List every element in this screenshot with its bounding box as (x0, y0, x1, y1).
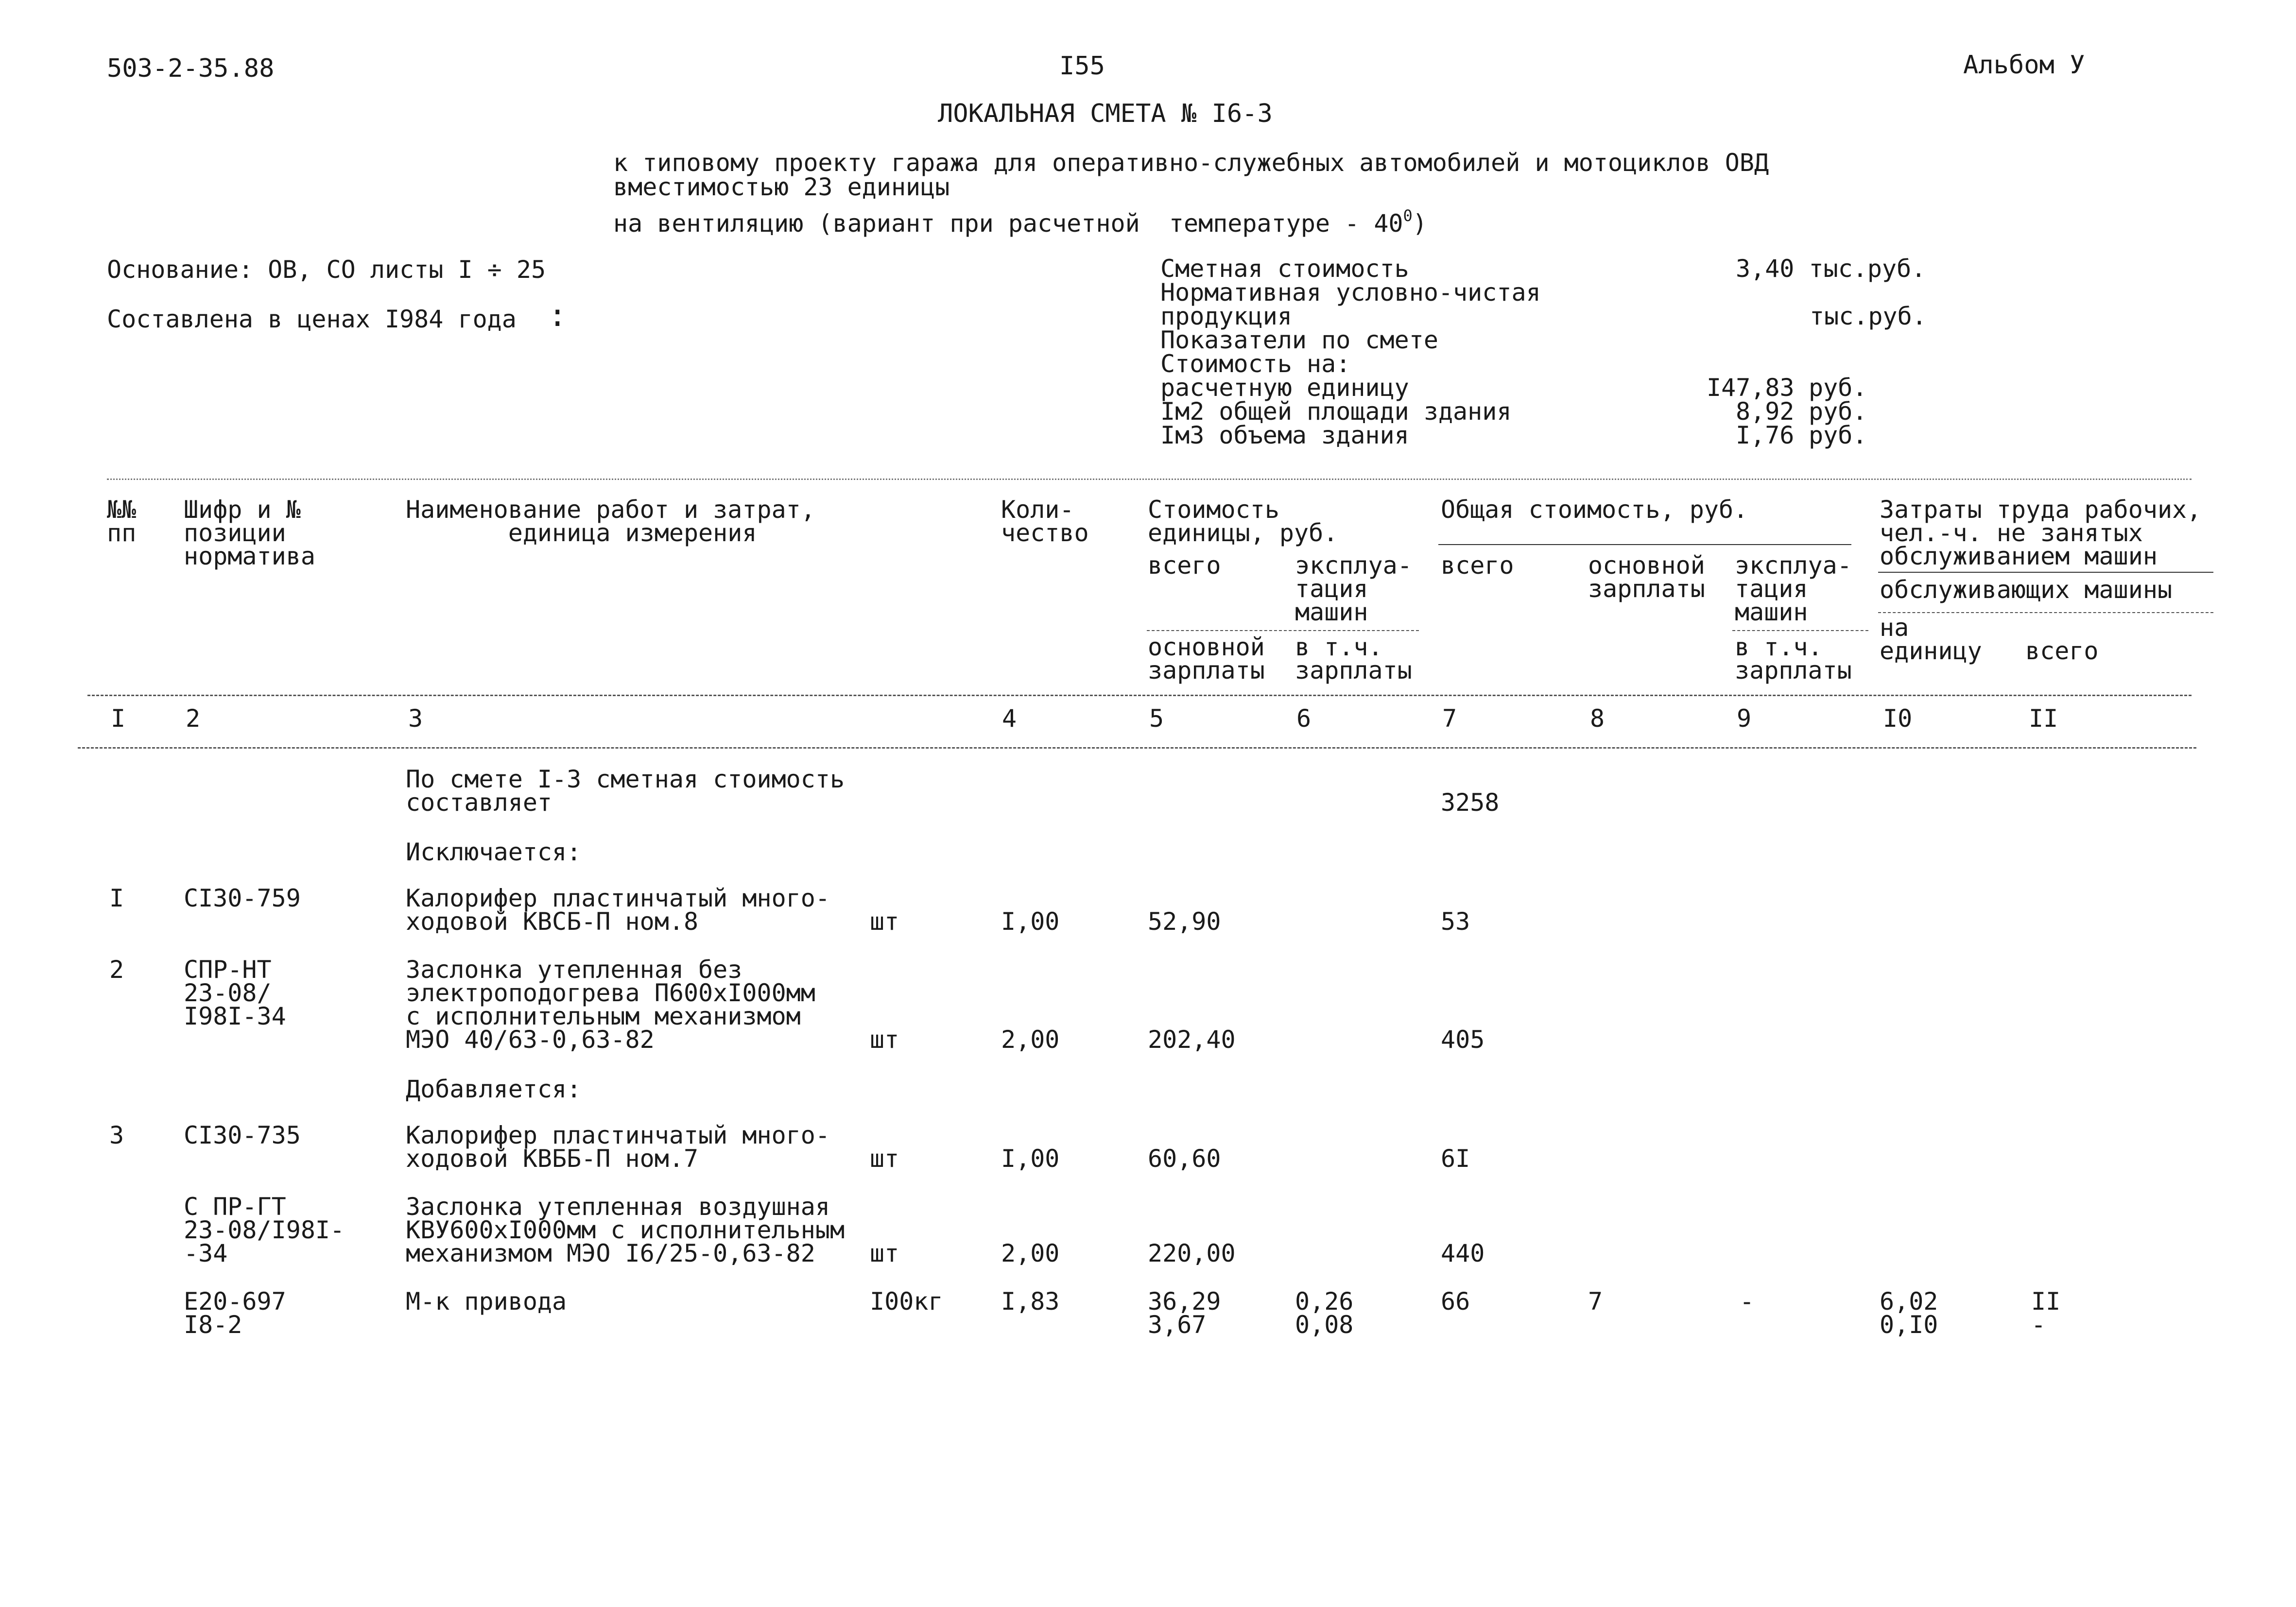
basis-foundation: Основание: ОВ, СО листы I ÷ 25 (107, 256, 546, 284)
labor-group-rule (1878, 572, 2213, 573)
column-number: 4 (1002, 704, 1017, 733)
col-header-labor-machines: обслуживающих машины (1880, 576, 2173, 604)
degree-mark: 0 (1403, 206, 1413, 225)
col-header-unit-cost: Стоимость единицы, руб. (1148, 496, 1338, 547)
per-m3-value: I,76 (1736, 421, 1795, 449)
row-unit: I00кг (870, 1287, 943, 1316)
column-numbers-rule (78, 747, 2196, 749)
colon-mark: : (548, 298, 567, 334)
subtitle-line-3: на вентиляцию (вариант при расчетной температуре - $40^0$) (613, 206, 1427, 238)
row-quantity: I,00 (1001, 1145, 1060, 1173)
summary-line: Iм3 объема здания (1160, 421, 1409, 449)
col-header-labor-total: всего (2025, 637, 2099, 665)
col-header-labor-per-unit: на единицу (1880, 614, 1982, 665)
row-total: 3258 (1441, 788, 1500, 817)
col-header-machine-wage: в т.ч. зарплаты (1735, 633, 1852, 684)
column-number: 3 (408, 704, 423, 733)
col-header-total-cost: Общая стоимость, руб. (1441, 496, 1748, 524)
machine-split-rule (1732, 630, 1868, 631)
col-header-unit-machine-wage: в т.ч. зарплаты (1295, 633, 1412, 684)
album-label: Альбом У (1963, 51, 2085, 80)
row-total: 66 (1441, 1287, 1470, 1316)
row-total: 440 (1441, 1239, 1485, 1267)
document-code: 503-2-35.88 (107, 54, 275, 83)
row-unit: шт (870, 1239, 899, 1267)
row-total: 53 (1441, 907, 1470, 936)
row-number: 3 (109, 1121, 124, 1149)
summary-line: Сметная стоимость (1160, 255, 1409, 283)
row-unit: шт (870, 907, 899, 936)
row-name: Калорифер пластинчатый много- ходовой КВББ-П ном.7 (406, 1121, 830, 1173)
estimated-cost-value: 3,40 тыс.руб. (1736, 255, 1926, 283)
column-number: 7 (1442, 704, 1457, 733)
row-name: По смете I-3 сметная стоимость составляет (406, 765, 845, 817)
row-labor-total: II - (2031, 1287, 2061, 1339)
col-header-unit-base-wage: основной зарплаты (1148, 633, 1265, 684)
row-unit-total: 202,40 (1148, 1026, 1236, 1054)
column-number: I (111, 704, 126, 733)
row-quantity: 2,00 (1001, 1239, 1060, 1267)
col-header-unit-total: всего (1148, 551, 1221, 580)
rub-label: руб. (1809, 421, 1867, 449)
summary-line: Нормативная условно-чистая (1160, 278, 1541, 307)
col-header-labor: Затраты труда рабочих, чел.-ч. не занятых обслуживанием машин (1880, 496, 2202, 570)
row-code: Е20-697 I8-2 (184, 1287, 286, 1339)
col-header-code: Шифр и № позиции норматива (184, 496, 315, 570)
row-quantity: I,00 (1001, 907, 1060, 936)
net-product-unit: тыс.руб. (1810, 302, 1927, 330)
col-header-unit-machines: эксплуа- тация машин (1295, 551, 1412, 626)
summary-line: продукция (1160, 302, 1292, 330)
per-m2-value: 8,92 (1736, 397, 1795, 426)
summary-line: Стоимость на: (1160, 350, 1351, 378)
col-header-base-wage: основной зарплаты (1588, 551, 1705, 603)
summary-line: расчетную единицу (1160, 374, 1409, 402)
row-name: Калорифер пластинчатый много- ходовой КВСБ-П ном.8 (406, 884, 830, 936)
row-total: 405 (1441, 1026, 1485, 1054)
unit-cost-split-rule (1147, 630, 1419, 631)
row-machines: - (1740, 1287, 1755, 1316)
row-quantity: 2,00 (1001, 1026, 1060, 1054)
row-unit-total: 60,60 (1148, 1145, 1221, 1173)
row-labor-per-unit: 6,02 0,I0 (1880, 1287, 1938, 1339)
page-title: ЛОКАЛЬНАЯ СМЕТА № I6-3 (938, 99, 1273, 128)
row-unit-total: 36,29 3,67 (1148, 1287, 1221, 1339)
col-header-total: всего (1441, 551, 1514, 580)
summary-line: Iм2 общей площади здания (1160, 397, 1512, 426)
page-number: I55 (1059, 51, 1105, 81)
row-name: М-к привода (406, 1287, 567, 1316)
row-unit-total: 220,00 (1148, 1239, 1236, 1267)
summary-line: Показатели по смете (1160, 326, 1438, 354)
row-unit-machines: 0,26 0,08 (1295, 1287, 1354, 1339)
column-number: I0 (1883, 704, 1913, 733)
row-quantity: I,83 (1001, 1287, 1060, 1316)
basis-prices: Составлена в ценах I984 года (107, 305, 517, 333)
subtitle-line-2: вместимостью 23 единицы (613, 173, 950, 201)
row-number: I (109, 884, 124, 912)
labor-subgroup-rule (1878, 612, 2213, 613)
rub-label: руб. (1809, 397, 1867, 426)
row-number: 2 (109, 956, 124, 984)
column-number: II (2029, 704, 2058, 733)
row-code: СПР-НТ 23-08/ I98I-34 (184, 956, 286, 1030)
column-number: 2 (186, 704, 201, 733)
section-label-added: Добавляется: (406, 1075, 582, 1103)
section-label-excluded: Исключается: (406, 838, 582, 866)
row-base-wage: 7 (1588, 1287, 1603, 1316)
row-total: 6I (1441, 1145, 1470, 1173)
row-unit: шт (870, 1145, 899, 1173)
table-top-rule (107, 479, 2192, 480)
rub-label: руб. (1809, 374, 1867, 402)
column-number: 9 (1737, 704, 1752, 733)
subtitle-line-1: к типовому проекту гаража для оперативно-служебных автомобилей и мотоциклов ОВД (613, 149, 1769, 177)
row-code: С ПР-ГТ 23-08/I98I- -34 (184, 1193, 345, 1267)
row-code: СI30-759 (184, 884, 301, 912)
col-header-name: Наименование работ и затрат, единица измерения (406, 496, 815, 547)
column-number: 6 (1296, 704, 1312, 733)
col-header-machines: эксплуа- тация машин (1735, 551, 1852, 626)
header-bottom-rule (87, 695, 2192, 696)
row-code: СI30-735 (184, 1121, 301, 1149)
col-header-number: №№ пп (107, 496, 137, 547)
row-name: Заслонка утепленная воздушная КВУ600хI000мм с исполнительным механизмом МЭО I6/25-0,63-82 (406, 1193, 845, 1267)
column-number: 5 (1149, 704, 1164, 733)
total-cost-group-rule (1438, 544, 1851, 545)
column-number: 8 (1590, 704, 1605, 733)
row-unit: шт (870, 1026, 899, 1054)
row-name: Заслонка утепленная без электроподогрева П600хI000мм с исполнительным механизмом МЭО 40/63-0,63-82 (406, 956, 815, 1054)
row-unit-total: 52,90 (1148, 907, 1221, 936)
per-unit-value: I47,83 (1707, 374, 1795, 402)
col-header-quantity: Коли- чество (1001, 496, 1089, 547)
